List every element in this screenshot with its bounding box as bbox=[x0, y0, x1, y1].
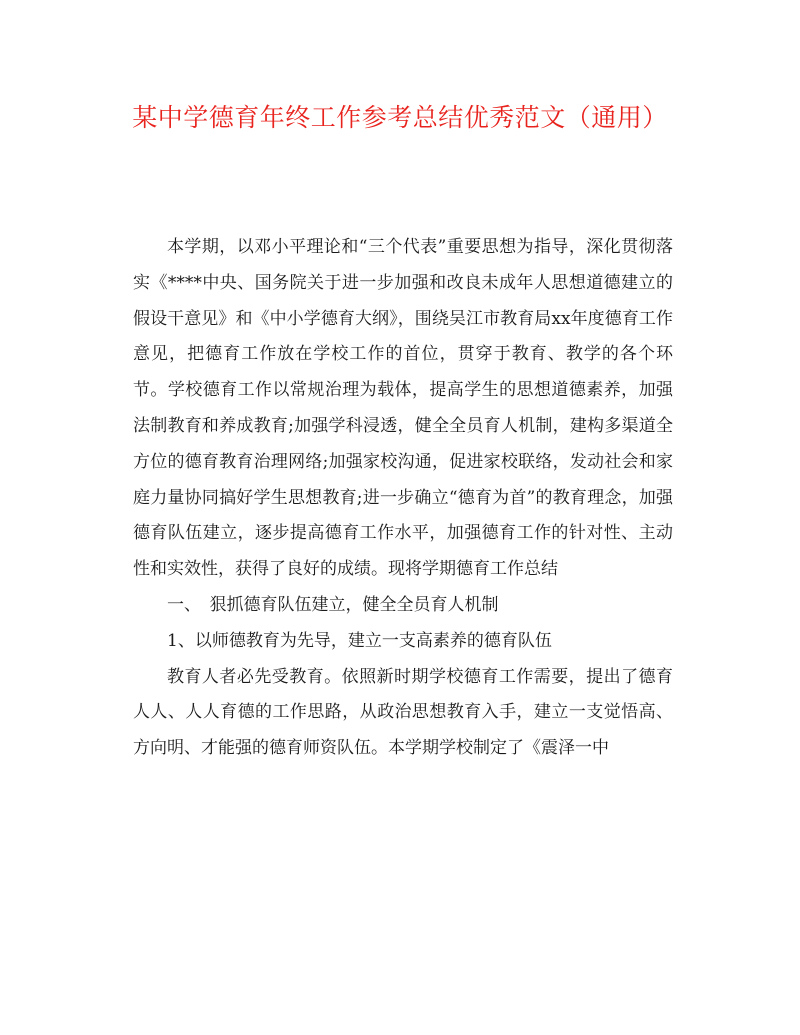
document-body bbox=[133, 230, 673, 767]
section-heading-1: 一、 狠抓德育队伍建立，健全全员育人机制 bbox=[167, 594, 499, 615]
paragraph-teacher-ethics: 教育人者必先受教育。依照新时期学校德育工作需要，提出了德育人人、人人育德的工作思路，从政治思想教育入手，建立一支觉悟高、方向明、才能强的德育师资队伍。本学期学校制定了《震泽一中 bbox=[133, 666, 673, 759]
paragraph-intro: 本学期，以邓小平理论和“三个代表”重要思想为指导，深化贯彻落实《****中央、国务院关于进一步加强和改良未成年人思想道德建立的假设干意见》和《中小学德育大纲》，围绕吴江市教育局xx年度德育工作意见，把德育工作放在学校工作的首位，贯穿于教育、教学的各个环节。学校德育工作以常规治理为载体，提高学生的思想道德素养，加强法制教育和养成教育;加强学科浸透，健全全员育人机制，建构多渠道全方位的德育教育治理网络;加强家校沟通，促进家校联络，发动社会和家庭力量协同搞好学生思想教育;进一步确立“德育为首”的教育理念，加强德育队伍建立，逐步提高德育工作水平，加强德育工作的针对性、主动性和实效性，获得了良好的成绩。现将学期德育工作总结 bbox=[133, 237, 673, 580]
subsection-heading-1-1: 1、以师德教育为先导，建立一支高素养的德育队伍 bbox=[167, 630, 552, 651]
document-title: 某中学德育年终工作参考总结优秀范文（通用） bbox=[132, 103, 668, 132]
